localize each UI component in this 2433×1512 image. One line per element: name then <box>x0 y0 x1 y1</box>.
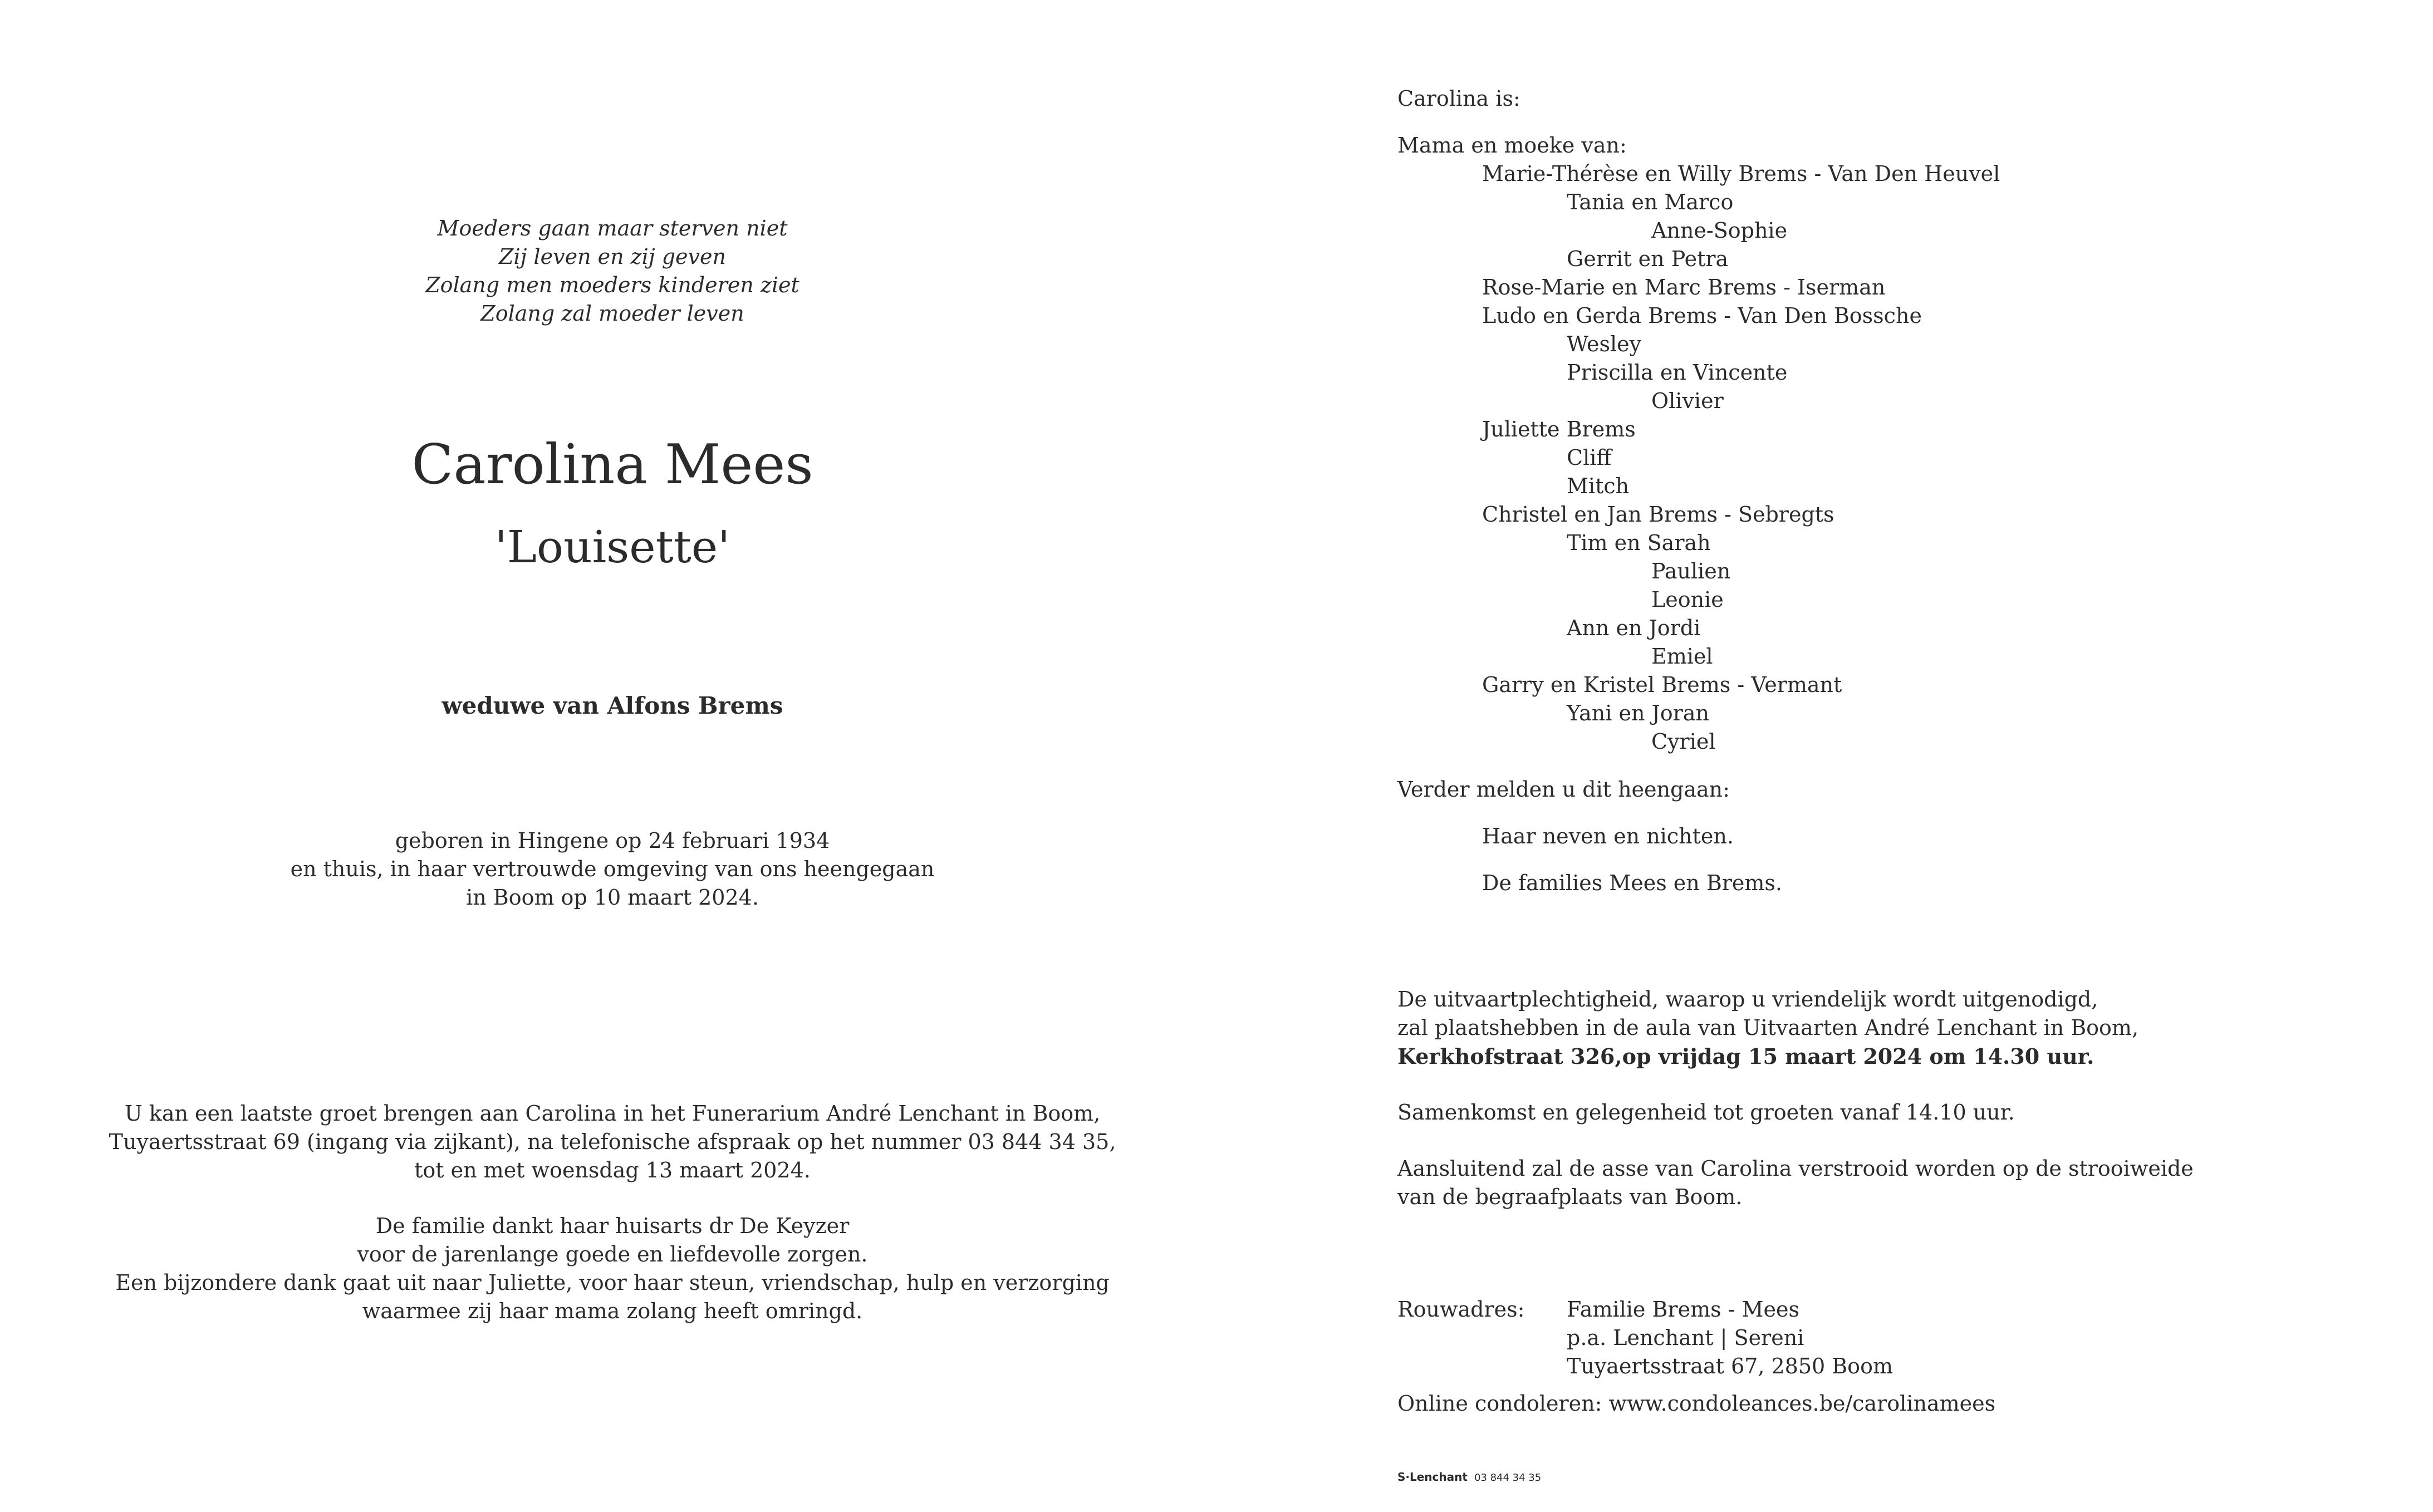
lenchant-logo <box>1397 1463 1541 1492</box>
family-member: Ann en Jordi <box>1567 616 1701 640</box>
gathering-info: Samenkomst en gelegenheid tot groeten vanaf 14.10 uur. <box>1397 1100 2015 1125</box>
thanks-line: De familie dankt haar huisarts dr De Keyzer <box>375 1214 850 1238</box>
thanks-line: Een bijzondere dank gaat uit naar Juliette, voor haar steun, vriendschap, hulp en verzorging <box>115 1270 1110 1295</box>
family-member: Anne-Sophie <box>1651 218 1788 243</box>
family-member: Cliff <box>1567 445 1612 470</box>
deceased-name: Carolina Mees <box>411 433 813 497</box>
mourning-label: Rouwadres: <box>1397 1297 1525 1322</box>
funeral-line: zal plaatshebben in de aula van Uitvaarten André Lenchant in Boom, <box>1397 1015 2139 1040</box>
logo-text: S·Lenchant <box>1397 1470 1468 1484</box>
also-announce-item: Haar neven en nichten. <box>1482 824 1734 848</box>
family-member: Olivier <box>1651 389 1724 413</box>
birth-death-info <box>0 827 1225 912</box>
family-list <box>1397 160 2000 756</box>
widow-of: weduwe van Alfons Brems <box>442 692 783 719</box>
online-condolence: Online condoleren: www.condoleances.be/carolinamees <box>1397 1391 1996 1416</box>
family-member: Marie-Thérèse en Willy Brems - Van Den Heuvel <box>1482 161 2000 186</box>
family-member: Christel en Jan Brems - Sebregts <box>1482 502 1834 527</box>
family-member: Leonie <box>1651 587 1724 612</box>
visitation-line: Tuyaertsstraat 69 (ingang via zijkant), na telefonische afspraak op het nummer 03 844 34 35, <box>109 1130 1116 1154</box>
ashes-line: Aansluitend zal de asse van Carolina verstrooid worden op de strooiweide <box>1397 1156 2194 1181</box>
family-member: Mitch <box>1567 474 1630 498</box>
family-member: Tania en Marco <box>1567 190 1734 214</box>
family-member: Gerrit en Petra <box>1567 247 1729 271</box>
right-page <box>1397 0 2400 1512</box>
also-announce-item: De families Mees en Brems. <box>1482 871 1783 895</box>
mourning-line: Tuyaertsstraat 67, 2850 Boom <box>1567 1354 1893 1378</box>
deceased-nickname: 'Louisette' <box>494 521 730 573</box>
family-subtitle: Mama en moeke van: <box>1397 133 1627 158</box>
family-member: Paulien <box>1651 559 1731 583</box>
family-member: Tim en Sarah <box>1567 531 1711 555</box>
poem-line: Zolang men moeders kinderen ziet <box>425 273 799 297</box>
birth-line: in Boom op 10 maart 2024. <box>466 885 759 910</box>
visitation-line: U kan een laatste groet brengen aan Carolina in het Funerarium André Lenchant in Boom, <box>124 1101 1101 1126</box>
poem-line: Moeders gaan maar sterven niet <box>437 216 788 240</box>
thanks-line: voor de jarenlange goede en liefdevolle zorgen. <box>357 1242 868 1266</box>
poem-line: Zolang zal moeder leven <box>480 301 744 326</box>
family-member: Juliette Brems <box>1482 417 1636 441</box>
also-announce-intro: Verder melden u dit heengaan: <box>1397 777 1730 802</box>
family-member: Wesley <box>1567 332 1642 356</box>
visitation-info <box>0 1099 1225 1185</box>
poem-line: Zij leven en zij geven <box>499 244 726 269</box>
funeral-line: De uitvaartplechtigheid, waarop u vriendelijk wordt uitgenodigd, <box>1397 987 2098 1012</box>
mourning-line: p.a. Lenchant | Sereni <box>1567 1326 1804 1350</box>
thanks-note <box>0 1212 1225 1326</box>
family-member: Yani en Joran <box>1567 701 1709 725</box>
family-member: Rose-Marie en Marc Brems - Iserman <box>1482 275 1886 300</box>
birth-line: geboren in Hingene op 24 februari 1934 <box>395 828 830 853</box>
footer-phone: 03 844 34 35 <box>1474 1472 1542 1484</box>
mourning-line: Familie Brems - Mees <box>1567 1297 1799 1322</box>
thanks-line: waarmee zij haar mama zolang heeft omringd. <box>362 1299 863 1323</box>
family-member: Cyriel <box>1651 729 1716 754</box>
poem <box>0 214 1225 328</box>
family-intro: Carolina is: <box>1397 86 1520 111</box>
funeral-location-time: Kerkhofstraat 326,op vrijdag 15 maart 2024 om 14.30 uur. <box>1397 1044 2094 1069</box>
mourning-address <box>1397 1295 2344 1385</box>
family-member: Emiel <box>1651 644 1713 669</box>
family-member: Garry en Kristel Brems - Vermant <box>1482 672 1842 697</box>
ashes-line: van de begraafplaats van Boom. <box>1397 1185 1743 1209</box>
family-member: Ludo en Gerda Brems - Van Den Bossche <box>1482 303 1922 328</box>
family-member: Priscilla en Vincente <box>1567 360 1788 385</box>
birth-line: en thuis, in haar vertrouwde omgeving van ons heengegaan <box>290 857 935 881</box>
visitation-line: tot en met woensdag 13 maart 2024. <box>414 1158 811 1182</box>
